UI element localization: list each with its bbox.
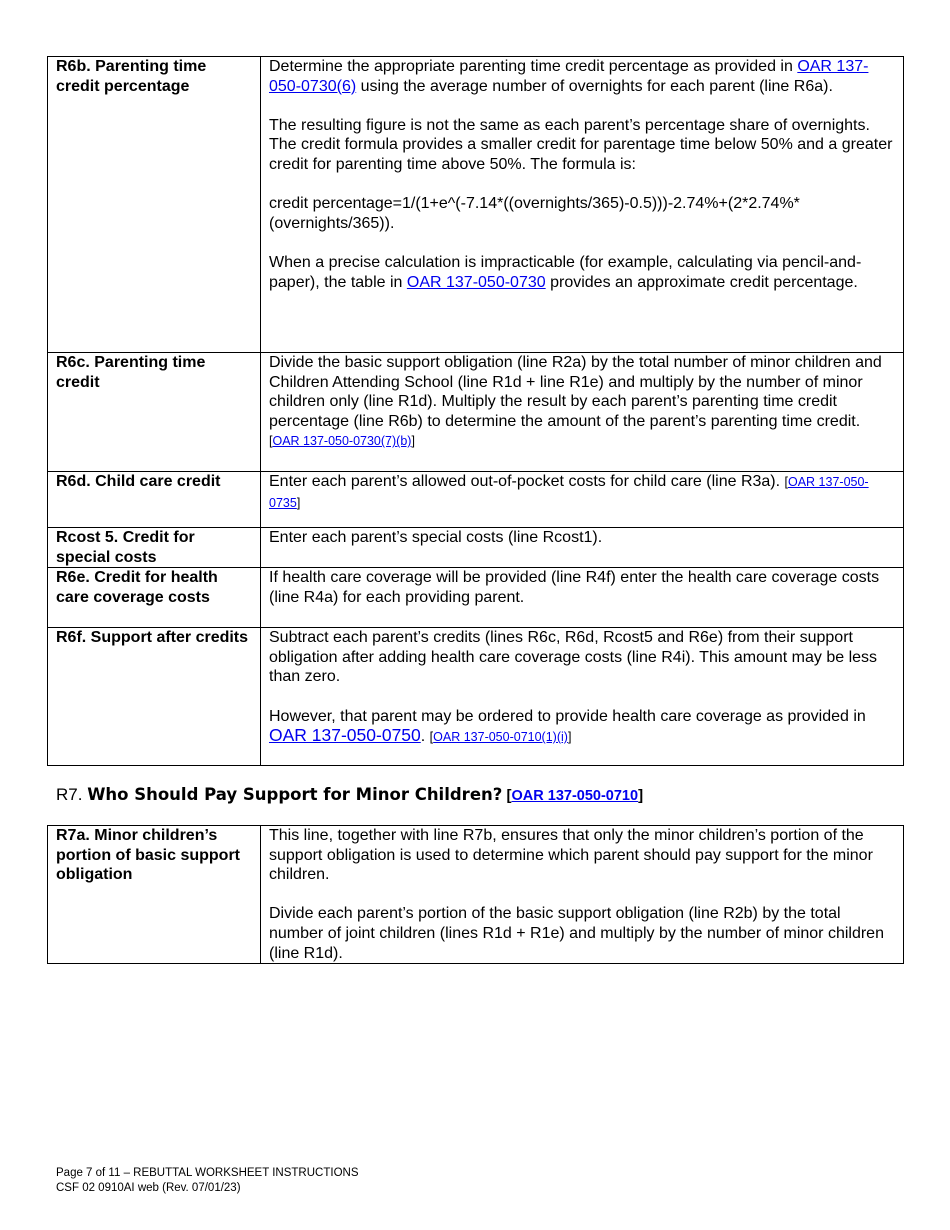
row-label-r6b: R6b. Parenting time credit percentage	[48, 57, 261, 353]
row-description-rcost5	[261, 528, 904, 568]
paragraph	[269, 707, 895, 748]
table-row	[48, 353, 904, 472]
text: However, that parent may be ordered to provide health care coverage as provided in	[269, 707, 866, 725]
text: provides an approximate credit percentage.	[545, 273, 858, 291]
table-row	[48, 57, 904, 353]
formula: credit percentage=1/(1+e^(-7.14*((overnights/365)-0.5)))-2.74%+(2*2.74%*(overnights/365)).	[269, 195, 800, 232]
footer-page-info: Page 7 of 11 – REBUTTAL WORKSHEET INSTRUCTIONS	[56, 1167, 359, 1179]
section-heading-r7	[56, 784, 643, 807]
row-description-r6d	[261, 472, 904, 528]
section-title: Who Should Pay Support for Minor Children?	[87, 785, 503, 804]
oar-citation-link[interactable]: OAR 137-050-0735	[269, 475, 869, 510]
row-label-r6d: R6d. Child care credit	[48, 472, 261, 528]
paragraph	[269, 353, 895, 452]
paragraph: Subtract each parent’s credits (lines R6c, R6d, Rcost5 and R6e) from their support obligation after adding health care coverage costs (line R4i). This amount may be less than zero.	[269, 629, 878, 686]
row-description-r7a	[261, 826, 904, 964]
bracket: [	[502, 787, 512, 804]
row-description-r6c	[261, 353, 904, 472]
instructions-table-r6	[47, 56, 904, 766]
paragraph	[269, 57, 895, 96]
table-row	[48, 628, 904, 766]
row-label-r6e: R6e. Credit for health care coverage costs	[48, 568, 261, 628]
paragraph	[269, 253, 895, 292]
page-footer	[56, 1166, 359, 1196]
paragraph: Divide each parent’s portion of the basic support obligation (line R2b) by the total number of joint children (lines R1d + R1e) and multiply by the number of minor children (line R1d).	[269, 905, 884, 962]
bracket: ]	[411, 434, 415, 449]
row-description-r6f	[261, 628, 904, 766]
text: using the average number of overnights for each parent (line R6a).	[356, 77, 833, 95]
oar-link[interactable]: OAR 137-050-0710	[511, 788, 639, 804]
row-description-r6e	[261, 568, 904, 628]
oar-link[interactable]: OAR 137-050-0730(6)	[269, 58, 869, 95]
row-label-r6c: R6c. Parenting time credit	[48, 353, 261, 472]
instructions-table-r7	[47, 825, 904, 964]
table-row	[48, 472, 904, 528]
paragraph: The resulting figure is not the same as each parent’s percentage share of overnights. The credit formula provides a smaller credit for parentage time below 50% and a greater credit for parenting time above 50%. The formula is:	[269, 116, 893, 173]
text: Divide the basic support obligation (line R2a) by the total number of minor children and Children Attending School (line R1d + line R1e) and multiply by the number of minor children only (line R1d). Multiply the result by each parent’s parenting time credit percentage (line R6b) to determine the amount of the parent’s parenting time credit.	[269, 354, 882, 430]
oar-link[interactable]: OAR 137-050-0750	[269, 725, 421, 746]
text: Determine the appropriate parenting time credit percentage as provided in	[269, 58, 798, 75]
citation-text: OAR 137-050-0730(7)(b)	[272, 434, 412, 449]
table-row	[48, 568, 904, 628]
paragraph: If health care coverage will be provided (line R4f) enter the health care coverage costs (line R4a) for each providing parent.	[269, 569, 880, 606]
row-label-rcost5: Rcost 5. Credit for special costs	[48, 528, 261, 568]
footer-form-id: CSF 02 0910AI web (Rev. 07/01/23)	[56, 1182, 241, 1194]
table-row	[48, 528, 904, 568]
row-label-r6f: R6f. Support after credits	[48, 628, 261, 766]
bracket: [	[269, 434, 273, 449]
text: .	[420, 728, 430, 746]
oar-link[interactable]: OAR 137-050-0730	[406, 273, 546, 291]
bracket: ]	[638, 787, 644, 804]
oar-citation-link[interactable]	[269, 434, 415, 448]
paragraph	[269, 472, 895, 513]
row-description-r6b	[261, 57, 904, 353]
text: When a precise calculation is impracticable (for example, calculating via pencil-and-paper), the table in	[269, 253, 862, 291]
table-row	[48, 826, 904, 964]
text: Enter each parent’s allowed out-of-pocket costs for child care (line R3a).	[269, 473, 785, 490]
section-number: R7.	[56, 785, 88, 804]
bracket: [	[429, 730, 434, 745]
bracket: [	[784, 475, 788, 489]
oar-citation-link[interactable]	[430, 730, 572, 744]
paragraph: Enter each parent’s special costs (line Rcost1).	[269, 529, 603, 546]
citation-text: OAR 137-050-0710(1)(i)	[433, 730, 568, 745]
row-label-r7a: R7a. Minor children’s portion of basic support obligation	[48, 826, 261, 964]
paragraph: This line, together with line R7b, ensures that only the minor children’s portion of the support obligation is used to determine which parent should pay support for the minor children.	[269, 827, 873, 884]
bracket: ]	[296, 495, 301, 510]
bracket: ]	[567, 730, 572, 745]
